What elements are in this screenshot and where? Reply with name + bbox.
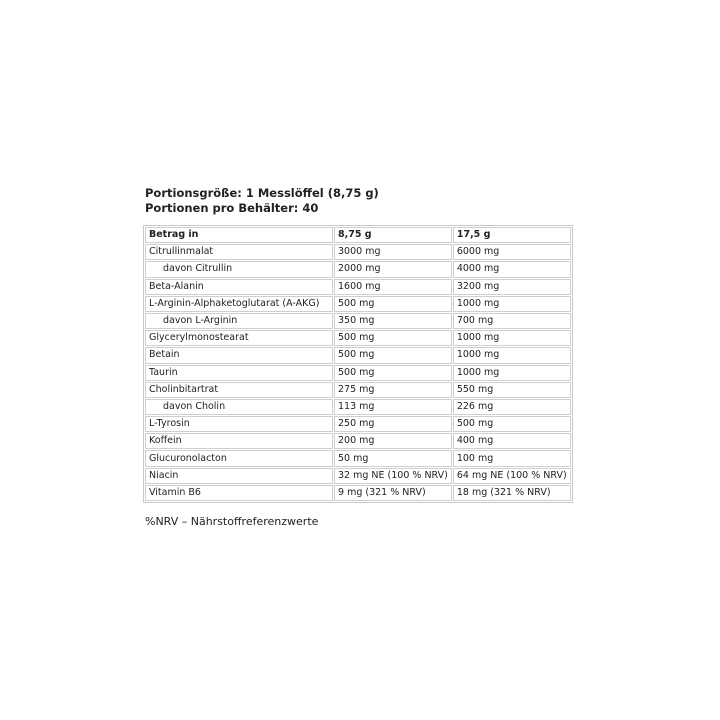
nutrient-value-2: 226 mg bbox=[453, 399, 571, 415]
nutrient-value-2: 100 mg bbox=[453, 450, 571, 466]
table-row bbox=[145, 468, 571, 484]
nutrient-name: Citrullinmalat bbox=[145, 244, 333, 260]
nutrient-value-1: 500 mg bbox=[334, 347, 452, 363]
nutrient-value-2: 400 mg bbox=[453, 433, 571, 449]
nutrient-name: Vitamin B6 bbox=[145, 485, 333, 501]
nutrient-name: Koffein bbox=[145, 433, 333, 449]
nutrient-value-2: 700 mg bbox=[453, 313, 571, 329]
table-row bbox=[145, 399, 571, 415]
nutrient-value-2: 1000 mg bbox=[453, 296, 571, 312]
table-header-row bbox=[145, 227, 571, 243]
nutrient-value-1: 250 mg bbox=[334, 416, 452, 432]
table-row bbox=[145, 313, 571, 329]
nutrient-value-1: 1600 mg bbox=[334, 279, 452, 295]
nutrient-value-1: 500 mg bbox=[334, 365, 452, 381]
nutrient-value-2: 4000 mg bbox=[453, 261, 571, 277]
nutrient-value-1: 32 mg NE (100 % NRV) bbox=[334, 468, 452, 484]
nutrient-value-1: 3000 mg bbox=[334, 244, 452, 260]
table-row bbox=[145, 382, 571, 398]
nutrient-name: davon Citrullin bbox=[145, 261, 333, 277]
nutrient-value-1: 500 mg bbox=[334, 296, 452, 312]
nutrient-name: Betain bbox=[145, 347, 333, 363]
nutrient-value-2: 1000 mg bbox=[453, 330, 571, 346]
nutrition-table bbox=[143, 225, 573, 503]
nutrient-value-1: 275 mg bbox=[334, 382, 452, 398]
nutrient-value-1: 50 mg bbox=[334, 450, 452, 466]
table-row bbox=[145, 485, 571, 501]
nutrient-value-2: 1000 mg bbox=[453, 365, 571, 381]
table-row bbox=[145, 296, 571, 312]
nutrient-value-2: 500 mg bbox=[453, 416, 571, 432]
header-serving-1: 8,75 g bbox=[334, 227, 452, 243]
nrv-footnote: %NRV – Nährstoffreferenzwerte bbox=[145, 515, 319, 528]
nutrient-name: Niacin bbox=[145, 468, 333, 484]
nutrient-value-2: 64 mg NE (100 % NRV) bbox=[453, 468, 571, 484]
nutrient-name: Glucuronolacton bbox=[145, 450, 333, 466]
table-row bbox=[145, 365, 571, 381]
table-row bbox=[145, 330, 571, 346]
serving-size-heading: Portionsgröße: 1 Messlöffel (8,75 g) bbox=[145, 186, 379, 200]
table-row bbox=[145, 433, 571, 449]
nutrient-value-2: 18 mg (321 % NRV) bbox=[453, 485, 571, 501]
nutrient-name: davon Cholin bbox=[145, 399, 333, 415]
table-row bbox=[145, 261, 571, 277]
nutrient-value-1: 9 mg (321 % NRV) bbox=[334, 485, 452, 501]
nutrient-value-2: 1000 mg bbox=[453, 347, 571, 363]
nutrient-value-2: 6000 mg bbox=[453, 244, 571, 260]
nutrient-value-1: 113 mg bbox=[334, 399, 452, 415]
nutrient-value-1: 2000 mg bbox=[334, 261, 452, 277]
nutrient-name: Taurin bbox=[145, 365, 333, 381]
nutrient-value-1: 350 mg bbox=[334, 313, 452, 329]
nutrient-value-2: 3200 mg bbox=[453, 279, 571, 295]
nutrient-name: Cholinbitartrat bbox=[145, 382, 333, 398]
nutrient-name: L-Tyrosin bbox=[145, 416, 333, 432]
nutrient-name: Beta-Alanin bbox=[145, 279, 333, 295]
nutrient-value-1: 500 mg bbox=[334, 330, 452, 346]
nutrient-name: L-Arginin-Alphaketoglutarat (A-AKG) bbox=[145, 296, 333, 312]
nutrient-value-1: 200 mg bbox=[334, 433, 452, 449]
nutrient-name: davon L-Arginin bbox=[145, 313, 333, 329]
table-row bbox=[145, 244, 571, 260]
nutrient-value-2: 550 mg bbox=[453, 382, 571, 398]
table-row bbox=[145, 450, 571, 466]
header-amount: Betrag in bbox=[145, 227, 333, 243]
servings-per-container-heading: Portionen pro Behälter: 40 bbox=[145, 201, 319, 215]
table-row bbox=[145, 279, 571, 295]
table-row bbox=[145, 347, 571, 363]
nutrition-panel bbox=[145, 186, 573, 528]
header-serving-2: 17,5 g bbox=[453, 227, 571, 243]
table-row bbox=[145, 416, 571, 432]
nutrient-name: Glycerylmonostearat bbox=[145, 330, 333, 346]
